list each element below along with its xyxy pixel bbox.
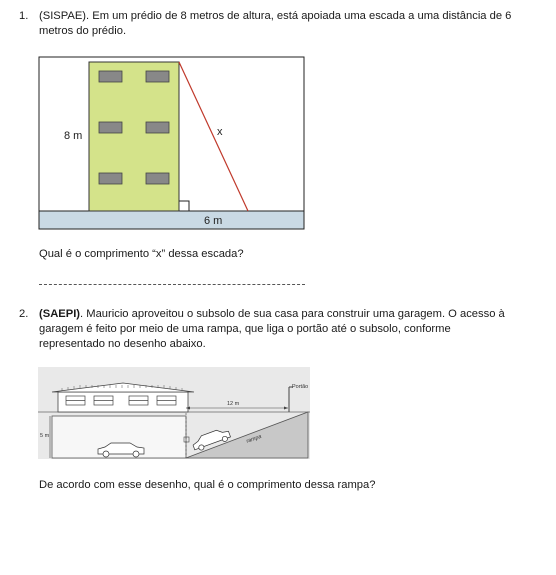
q2-number: 2. bbox=[19, 308, 29, 320]
q1-question: Qual é o comprimento “x” dessa escada? bbox=[39, 248, 244, 260]
q2-question: De acordo com esse desenho, qual é o comprimento dessa rampa? bbox=[39, 479, 376, 491]
hyp-label: x bbox=[217, 126, 223, 138]
q2-source: (SAEPI) bbox=[39, 308, 81, 320]
q1-statement-line1: (SISPAE). Em um prédio de 8 metros de altura, está apoiada uma escada a uma distância de 6 bbox=[39, 10, 512, 22]
length-label: 12 m bbox=[227, 401, 240, 407]
garage-ramp-figure bbox=[38, 367, 310, 459]
q1-statement-line2: metros do prédio. bbox=[39, 25, 127, 37]
q2-line1-text: . Mauricio aproveitou o subsolo de sua casa para construir uma garagem. O acesso à bbox=[80, 308, 505, 320]
ramp-label: rampa bbox=[245, 433, 263, 445]
q2-statement-line2: garagem é feito por meio de uma rampa, que liga o portão até o subsolo, conforme bbox=[39, 323, 451, 335]
answer-line bbox=[39, 284, 305, 285]
gate-label: Portão bbox=[292, 384, 309, 390]
ground bbox=[39, 211, 304, 229]
q2-statement-line3: representado no desenho abaixo. bbox=[39, 338, 206, 350]
height-label: 8 m bbox=[64, 130, 83, 142]
building-ladder-figure bbox=[38, 56, 306, 231]
building bbox=[89, 62, 179, 211]
base-label: 6 m bbox=[204, 215, 223, 227]
q2-statement-line1 bbox=[39, 307, 505, 322]
depth-label: 5 m bbox=[40, 433, 50, 439]
q1-number: 1. bbox=[19, 10, 29, 22]
